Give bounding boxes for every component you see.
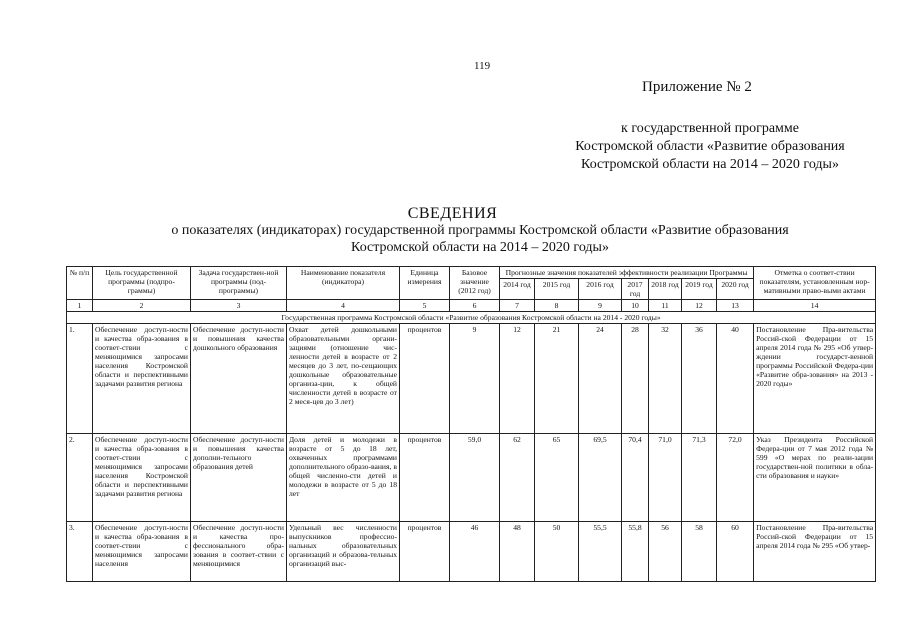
page-number: 119 bbox=[474, 60, 491, 72]
column-number: 10 bbox=[622, 300, 649, 312]
row-value: 36 bbox=[682, 324, 717, 434]
row-acts: Постановление Пра-вительства Россий-ской Федерации от 15 апреля 2014 года № 295 «Об утвер- bbox=[754, 522, 876, 582]
row-goal: Обеспечение доступ-ности и качества обра-зования в соответ-ствии с меняющимися запросами населения Костромской области и перспективными задачами развития региона bbox=[93, 324, 191, 434]
document-subtitle bbox=[90, 222, 870, 256]
row-base: 9 bbox=[450, 324, 500, 434]
header-year: 2014 год bbox=[500, 279, 535, 300]
column-number: 3 bbox=[191, 300, 287, 312]
table-header-row bbox=[67, 267, 876, 279]
column-number-row bbox=[67, 300, 876, 312]
row-value: 65 bbox=[535, 434, 579, 522]
row-num: 2. bbox=[67, 434, 93, 522]
header-forecast: Прогнозные значения показателей эффективности реализации Программы bbox=[500, 267, 754, 279]
column-number: 8 bbox=[535, 300, 579, 312]
header-num: № п/п bbox=[67, 267, 93, 300]
row-unit: процентов bbox=[400, 324, 450, 434]
header-base: Базовое значение (2012 год) bbox=[450, 267, 500, 300]
row-value: 62 bbox=[500, 434, 535, 522]
row-acts: Постановление Пра-вительства Россий-ской Федерации от 15 апреля 2014 года № 295 «Об утвер-ждении государст-венной программы Российской Федера-ции «Развитие обра-зования» на 2013 - 2020 годы» bbox=[754, 324, 876, 434]
row-goal: Обеспечение доступ-ности и качества обра-зования в соответ-ствии с меняющимися запросами населения bbox=[93, 522, 191, 582]
column-number: 13 bbox=[717, 300, 754, 312]
column-number: 12 bbox=[682, 300, 717, 312]
document-title: СВЕДЕНИЯ bbox=[407, 205, 498, 222]
row-value: 24 bbox=[579, 324, 622, 434]
row-num: 1. bbox=[67, 324, 93, 434]
row-value: 71,3 bbox=[682, 434, 717, 522]
row-value: 69,5 bbox=[579, 434, 622, 522]
header-year: 2018 год bbox=[649, 279, 682, 300]
row-value: 60 bbox=[717, 522, 754, 582]
row-value: 55,5 bbox=[579, 522, 622, 582]
header-year: 2019 год bbox=[682, 279, 717, 300]
header-year: 2017 год bbox=[622, 279, 649, 300]
header-acts: Отметка о соответ-ствии показателям, установленным нор-мативными право-выми актами bbox=[754, 267, 876, 300]
row-value: 32 bbox=[649, 324, 682, 434]
column-number: 5 bbox=[400, 300, 450, 312]
column-number: 1 bbox=[67, 300, 93, 312]
row-value: 55,8 bbox=[622, 522, 649, 582]
row-value: 50 bbox=[535, 522, 579, 582]
row-value: 40 bbox=[717, 324, 754, 434]
header-task: Задача государствен-ной программы (под-программы) bbox=[191, 267, 287, 300]
row-value: 48 bbox=[500, 522, 535, 582]
table-row bbox=[67, 434, 876, 522]
appendix-title: Приложение № 2 bbox=[642, 79, 752, 95]
row-unit: процентов bbox=[400, 434, 450, 522]
program-line: Костромской области на 2014 – 2020 годы» bbox=[581, 157, 839, 172]
header-goal: Цель государственной программы (подпро-граммы) bbox=[93, 267, 191, 300]
header-indicator: Наименование показателя (индикатора) bbox=[287, 267, 400, 300]
column-number: 11 bbox=[649, 300, 682, 312]
table-row bbox=[67, 324, 876, 434]
row-value: 58 bbox=[682, 522, 717, 582]
row-base: 46 bbox=[450, 522, 500, 582]
row-value: 12 bbox=[500, 324, 535, 434]
row-base: 59,0 bbox=[450, 434, 500, 522]
program-section-row bbox=[67, 312, 876, 324]
header-year: 2015 год bbox=[535, 279, 579, 300]
row-indicator: Доля детей и молодежи в возрасте от 5 до 18 лет, охваченных программами дополнительного образо-вания, в общей численно-сти детей и молодежи в возрасте от 5 до 18 лет bbox=[287, 434, 400, 522]
row-task: Обеспечение доступ-ности и повышения качества дошкольного образования bbox=[191, 324, 287, 434]
table-row bbox=[67, 522, 876, 582]
column-number: 7 bbox=[500, 300, 535, 312]
row-goal: Обеспечение доступ-ности и качества обра-зования в соответ-ствии с меняющимися запросами населения Костромской области и перспективными задачами развития региона bbox=[93, 434, 191, 522]
row-value: 56 bbox=[649, 522, 682, 582]
column-number: 9 bbox=[579, 300, 622, 312]
subtitle-line: Костромской области на 2014 – 2020 годы» bbox=[351, 240, 609, 255]
row-task: Обеспечение доступ-ности и повышения качества дополни-тельного образования детей bbox=[191, 434, 287, 522]
column-number: 2 bbox=[93, 300, 191, 312]
row-value: 28 bbox=[622, 324, 649, 434]
row-num: 3. bbox=[67, 522, 93, 582]
row-value: 72,0 bbox=[717, 434, 754, 522]
row-unit: процентов bbox=[400, 522, 450, 582]
indicators-table bbox=[66, 266, 876, 582]
column-number: 6 bbox=[450, 300, 500, 312]
program-line: к государственной программе bbox=[621, 121, 799, 136]
header-unit: Единица измерения bbox=[400, 267, 450, 300]
row-task: Обеспечение доступ-ности и качества про-фессионального обра-зования в соответ-ствии с меняющимися bbox=[191, 522, 287, 582]
row-value: 71,0 bbox=[649, 434, 682, 522]
program-reference bbox=[520, 120, 900, 174]
header-year: 2016 год bbox=[579, 279, 622, 300]
program-line: Костромской области «Развитие образования bbox=[575, 139, 845, 154]
row-indicator: Удельный вес численности выпускников профессио-нальных образовательных организаций и образова-тельных организаций выс- bbox=[287, 522, 400, 582]
row-indicator: Охват детей дошкольными образовательными органи-зациями (отношение чис-ленности детей в возрасте от 2 месяцев до 3 лет, по-сещающих дошкольные образовательные организа-ции, к общей численности детей в возрасте от 2 меся-цев до 3 лет) bbox=[287, 324, 400, 434]
subtitle-line: о показателях (индикаторах) государственной программы Костромской области «Развитие образования bbox=[171, 223, 789, 238]
header-year: 2020 год bbox=[717, 279, 754, 300]
column-number: 4 bbox=[287, 300, 400, 312]
row-value: 21 bbox=[535, 324, 579, 434]
program-section-label: Государственная программа Костромской области «Развитие образования Костромской области на 2014 - 2020 годы» bbox=[67, 312, 876, 324]
column-number: 14 bbox=[754, 300, 876, 312]
row-acts: Указ Президента Российской Федера-ции от 7 мая 2012 года № 599 «О мерах по реали-зации государствен-ной политики в обла-сти образования и науки» bbox=[754, 434, 876, 522]
row-value: 70,4 bbox=[622, 434, 649, 522]
